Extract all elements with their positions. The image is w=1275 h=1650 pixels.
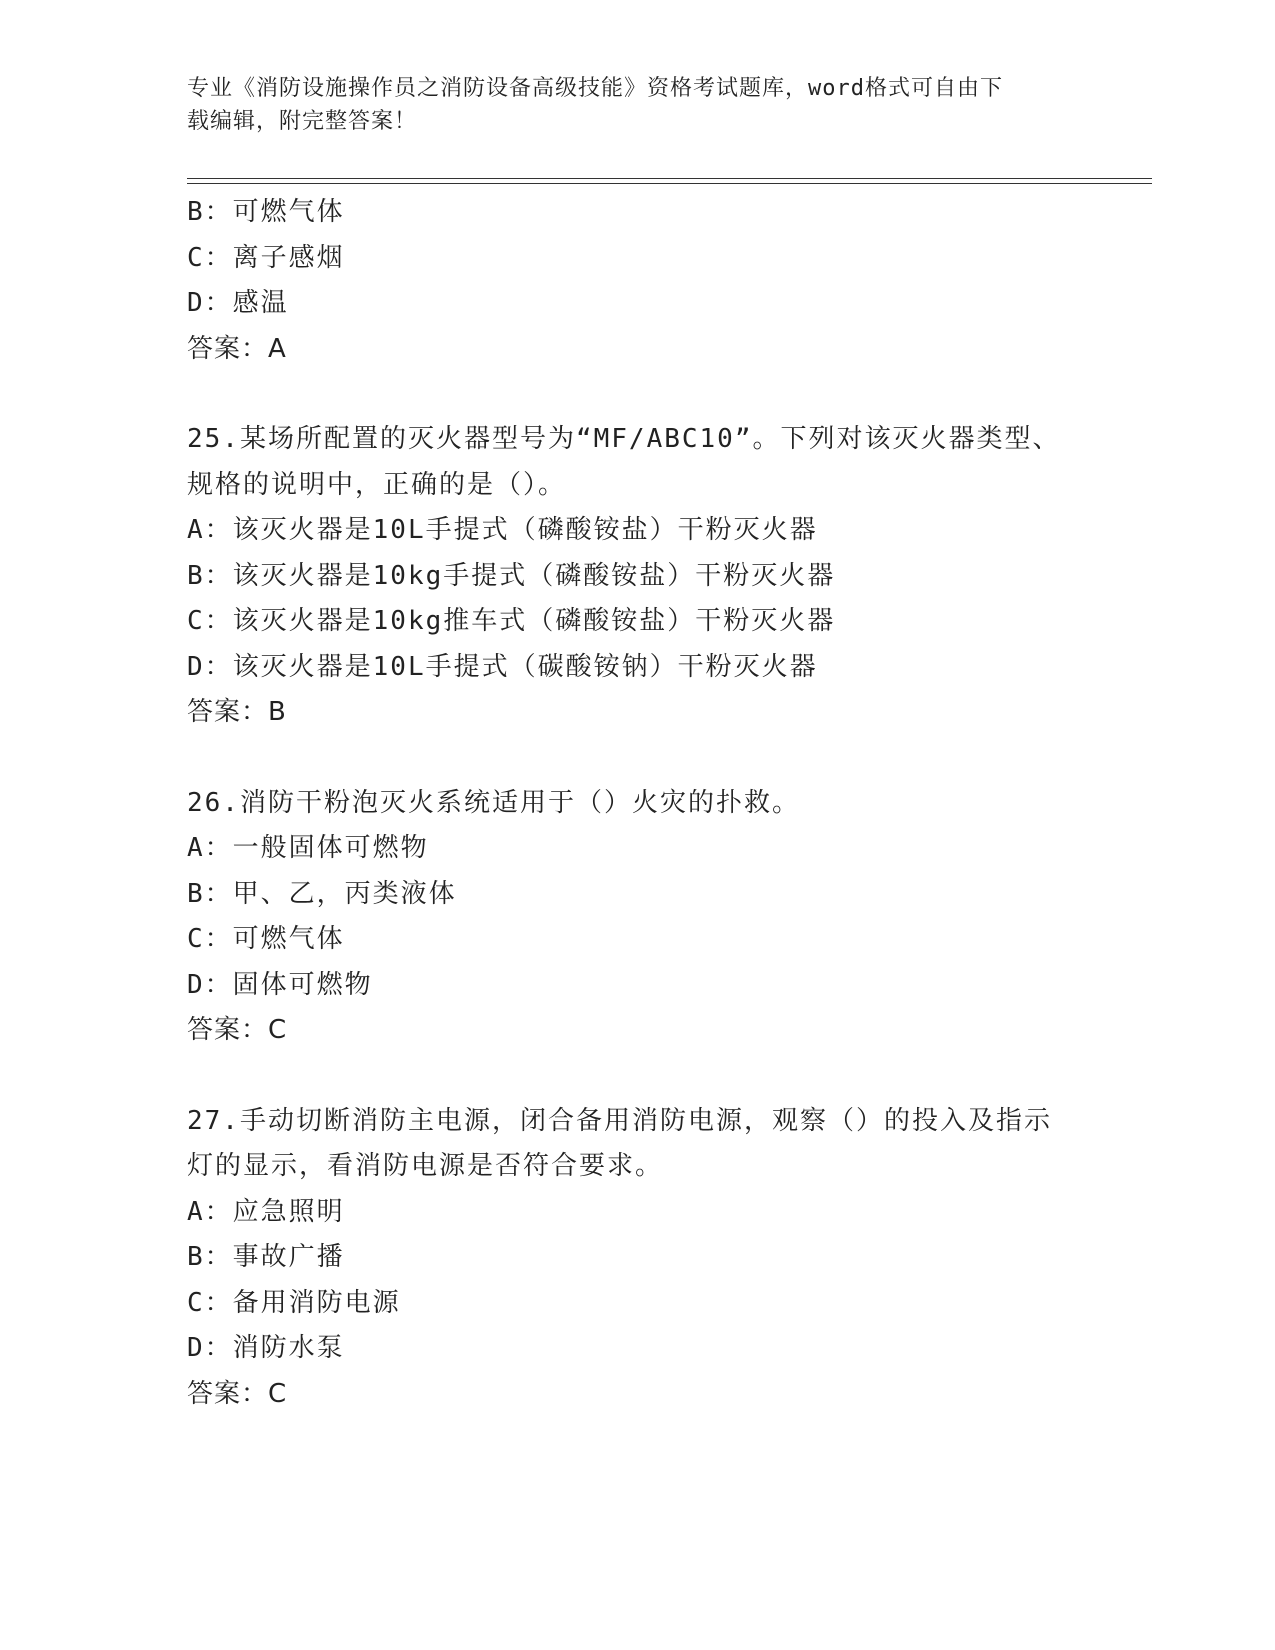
document-header [187,72,1087,138]
question-25 [187,417,1152,736]
option-b: B：可燃气体 [187,197,345,227]
option-d: D：感温 [187,288,289,318]
option-d: D：固体可燃物 [187,969,373,1000]
option-c: C：备用消防电源 [187,1287,401,1318]
question-24 [187,190,1152,372]
header-line-2: 载编辑，附完整答案！ [187,109,418,134]
option-c: C：离子感烟 [187,242,345,273]
answer: 答案：B [187,697,287,727]
question-stem: 25.某场所配置的灭火器型号为“MF/ABC10”。下列对该灭火器类型、 [187,424,1061,454]
question-list [187,190,1152,1417]
answer: 答案：C [187,1378,288,1409]
header-divider-top [187,178,1152,179]
question-stem-continued: 规格的说明中，正确的是（）。 [187,469,567,500]
option-b: B：事故广播 [187,1242,345,1272]
question-stem: 27.手动切断消防主电源，闭合备用消防电源，观察（）的投入及指示 [187,1105,1052,1136]
answer: 答案：A [187,333,287,364]
option-a: A：应急照明 [187,1196,345,1227]
header-divider-bottom [187,183,1152,184]
option-c: C：该灭火器是10kg推车式（磷酸铵盐）干粉灭火器 [187,606,836,636]
option-c: C：可燃气体 [187,924,345,954]
question-stem-continued: 灯的显示，看消防电源是否符合要求。 [187,1151,664,1181]
option-a: A：该灭火器是10L手提式（磷酸铵盐）干粉灭火器 [187,515,818,545]
option-b: B：甲、乙，丙类液体 [187,878,457,909]
answer: 答案：C [187,1015,288,1045]
question-27 [187,1099,1152,1418]
option-a: A：一般固体可燃物 [187,833,429,863]
option-d: D：消防水泵 [187,1333,345,1363]
option-b: B：该灭火器是10kg手提式（磷酸铵盐）干粉灭火器 [187,560,836,591]
header-line-1: 专业《消防设施操作员之消防设备高级技能》资格考试题库，word格式可自由下 [187,76,1003,101]
question-stem: 26.消防干粉泡灭火系统适用于（）火灾的扑救。 [187,787,800,818]
option-d: D：该灭火器是10L手提式（碳酸铵钠）干粉灭火器 [187,651,818,682]
question-26 [187,781,1152,1054]
